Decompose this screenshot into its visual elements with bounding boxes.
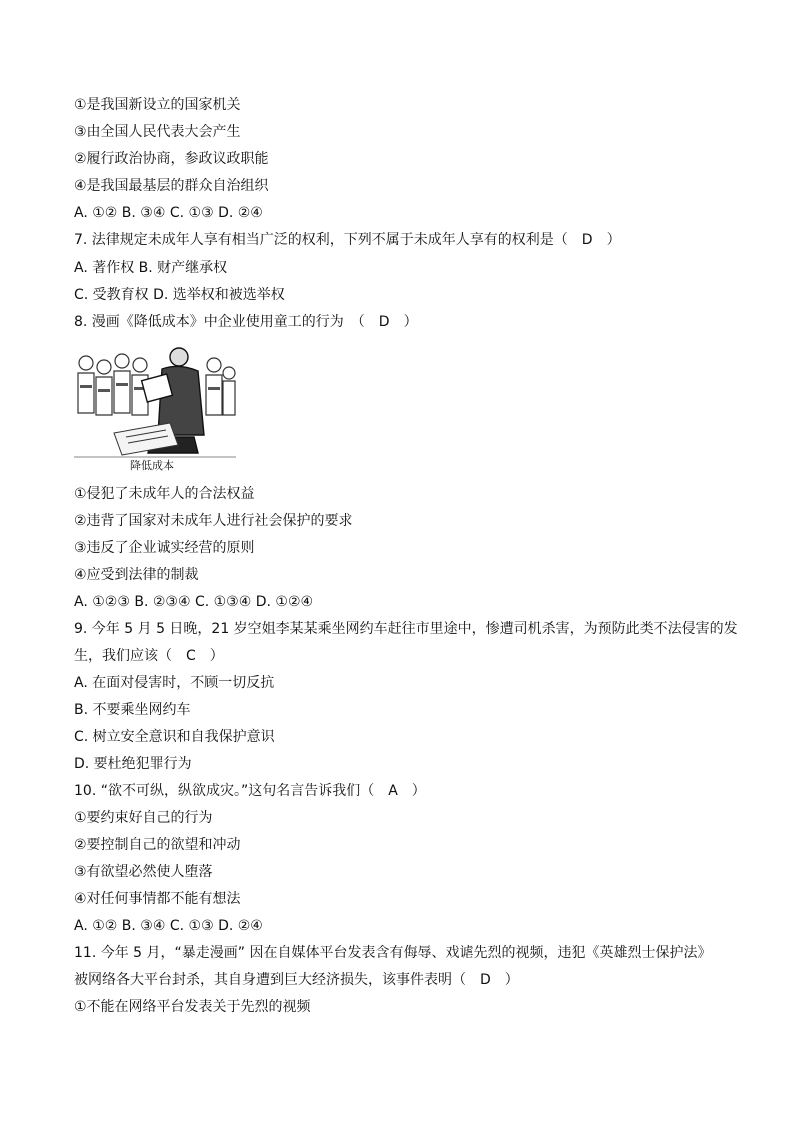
q8-option-3: ③违反了企业诚实经营的原则 <box>74 540 255 556</box>
q10-choices: A. ①② B. ③④ C. ①③ D. ②④ <box>74 918 263 934</box>
q8-option-4: ④应受到法律的制裁 <box>74 567 199 583</box>
cartoon-caption: 降低成本 <box>130 459 174 472</box>
q9-stem-line-1: 9. 今年 5 月 5 日晚，21 岁空姐李某某乘坐网约车赶往市里途中，惨遭司机杀害，为预防此类不法侵害的发 <box>74 621 738 637</box>
q8-choices: A. ①②③ B. ②③④ C. ①③④ D. ①②④ <box>74 594 314 610</box>
q6-option-4: ④是我国最基层的群众自治组织 <box>74 178 269 194</box>
q10-stem: 10. “欲不可纵，纵欲成灾。”这句名言告诉我们（ A ） <box>74 783 426 799</box>
q8-option-2: ②违背了国家对未成年人进行社会保护的要求 <box>74 513 353 529</box>
q9-option-a: A. 在面对侵害时，不顾一切反抗 <box>74 675 275 691</box>
q7-options-ab: A. 著作权 B. 财产继承权 <box>74 260 228 276</box>
q11-stem-line-2: 被网络各大平台封杀，其自身遭到巨大经济损失，该事件表明（ D ） <box>74 972 519 988</box>
q7-stem: 7. 法律规定未成年人享有相当广泛的权利，下列不属于未成年人享有的权利是（ D ） <box>74 232 621 248</box>
q9-option-d: D. 要杜绝犯罪行为 <box>74 756 192 772</box>
q10-option-3: ③有欲望必然使人堕落 <box>74 864 213 880</box>
q10-option-2: ②要控制自己的欲望和冲动 <box>74 837 241 853</box>
q11-option-1: ①不能在网络平台发表关于先烈的视频 <box>74 999 311 1015</box>
q11-stem-line-1: 11. 今年 5 月，“暴走漫画” 因在自媒体平台发表含有侮辱、戏谑先烈的视频，违犯《英雄烈士保护法》 <box>74 945 712 961</box>
q10-option-1: ①要约束好自己的行为 <box>74 810 213 826</box>
q6-option-1: ①是我国新设立的国家机关 <box>74 97 241 113</box>
q6-option-2: ②履行政治协商，参政议政职能 <box>74 151 269 167</box>
q6-option-3: ③由全国人民代表大会产生 <box>74 124 241 140</box>
q9-stem-line-2: 生，我们应该（ C ） <box>74 648 224 664</box>
q9-option-c: C. 树立安全意识和自我保护意识 <box>74 729 275 745</box>
cartoon-image <box>74 345 236 473</box>
q8-stem: 8. 漫画《降低成本》中企业使用童工的行为 （ D ） <box>74 314 418 330</box>
q8-option-1: ①侵犯了未成年人的合法权益 <box>74 486 255 502</box>
q6-choices: A. ①② B. ③④ C. ①③ D. ②④ <box>74 205 263 221</box>
q10-option-4: ④对任何事情都不能有想法 <box>74 891 241 907</box>
q7-options-cd: C. 受教育权 D. 选举权和被选举权 <box>74 287 285 303</box>
q9-option-b: B. 不要乘坐网约车 <box>74 702 191 718</box>
